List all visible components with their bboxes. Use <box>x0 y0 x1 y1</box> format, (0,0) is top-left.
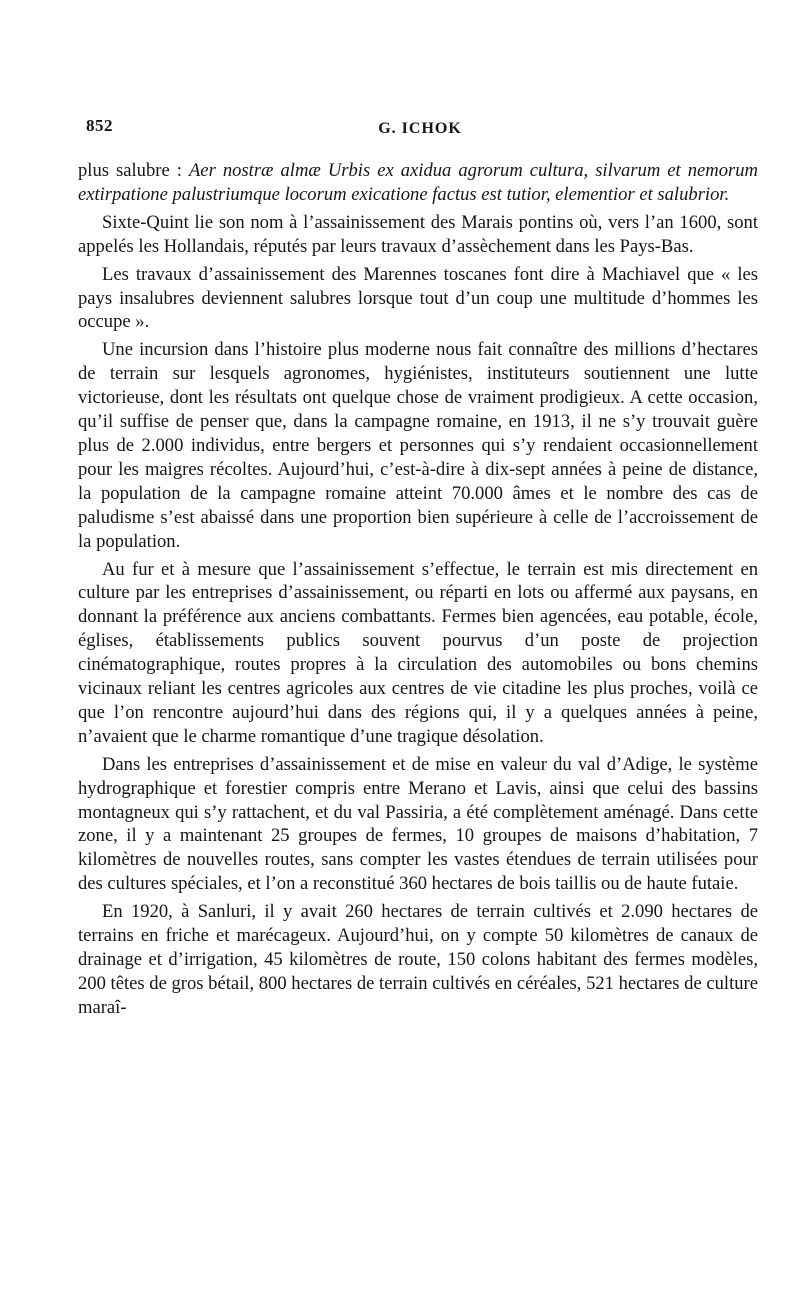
page-header <box>86 116 754 146</box>
paragraph-2: Sixte-Quint lie son nom à l’assainissement des Marais pontins où, vers l’an 1600, sont appelés les Hollandais, réputés par leurs travaux d’assèchement dans les Pays-Bas. <box>78 211 758 257</box>
page-number: 852 <box>86 116 113 135</box>
paragraph-1 <box>78 159 758 207</box>
paragraph-5: Au fur et à mesure que l’assainissement s’effectue, le terrain est mis directement en culture par les entreprises d’assainissement, ou réparti en lots ou affermé aux paysans, en donnant la préférence aux anciens combattants. Fermes bien agencées, eau potable, école, églises, établissements publics souvent pourvus d’un poste de projection cinématographique, routes propres à la circulation des automobiles ou bons chemins vicinaux reliant les centres agricoles aux centres de vie citadine les plus proches, voilà ce que l’on rencontre aujourd’hui dans des régions qui, il y a quelques années à peine, n’avaient que le charme romantique d’une tragique désolation. <box>78 558 758 747</box>
paragraph-7: En 1920, à Sanluri, il y avait 260 hectares de terrain cultivés et 2.090 hectares de terrains en friche et marécageux. Aujourd’hui, on y compte 50 kilomètres de canaux de drainage et d’irrigation, 45 kilomètres de route, 150 colons habitant des fermes modèles, 200 têtes de gros bétail, 800 hectares de terrain cultivés en céréales, 521 hectares de culture maraî- <box>78 901 758 1018</box>
latin-quotation: Aer nostræ almæ Urbis ex axidua agrorum cultura, silvarum et nemorum extirpatione palustriumque locorum exicatione factus est tutior, elementior et salubrior. <box>78 160 758 205</box>
paragraph-6: Dans les entreprises d’assainissement et de mise en valeur du val d’Adige, le système hydrographique et forestier compris entre Merano et Lavis, ainsi que celui des bassins montagneux qui s’y rattachent, et du val Passiria, a été complètement aménagé. Dans cette zone, il y a maintenant 25 groupes de fermes, 10 groupes de maisons d’habitation, 7 kilomètres de nouvelles routes, sans compter les vastes étendues de terrain utilisées pour des cultures spéciales, et l’on a reconstitué 360 hectares de bois taillis ou de haute futaie. <box>78 753 758 895</box>
paragraph-3: Les travaux d’assainissement des Marennes toscanes font dire à Machiavel que « les pays insalubres deviennent salubres lorsque tout d’un coup une multitude d’hommes les occupe ». <box>78 263 758 333</box>
body-text <box>78 159 758 1024</box>
paragraph-1-lead: plus salubre : <box>78 160 189 181</box>
paragraph-4: Une incursion dans l’histoire plus moderne nous fait connaître des millions d’hectares de terrain sur lesquels agronomes, hygiénistes, instituteurs soutiennent une lutte victorieuse, dont les résultats ont quelque chose de vraiment prodigieux. A cette occasion, qu’il suffise de penser que, dans la campagne romaine, en 1913, il ne s’y trouvait guère plus de 2.000 individus, entre bergers et personnes qui s’y rendaient occasionnellement pour les maigres récoltes. Aujourd’hui, c’est-à-dire à dix-sept années à peine de distance, la population de la campagne romaine atteint 70.000 âmes et le nombre des cas de paludisme s’est abaissé dans une proportion bien supérieure à celle de l’accroissement de la population. <box>78 339 758 552</box>
running-head: G. ICHOK <box>378 120 462 137</box>
